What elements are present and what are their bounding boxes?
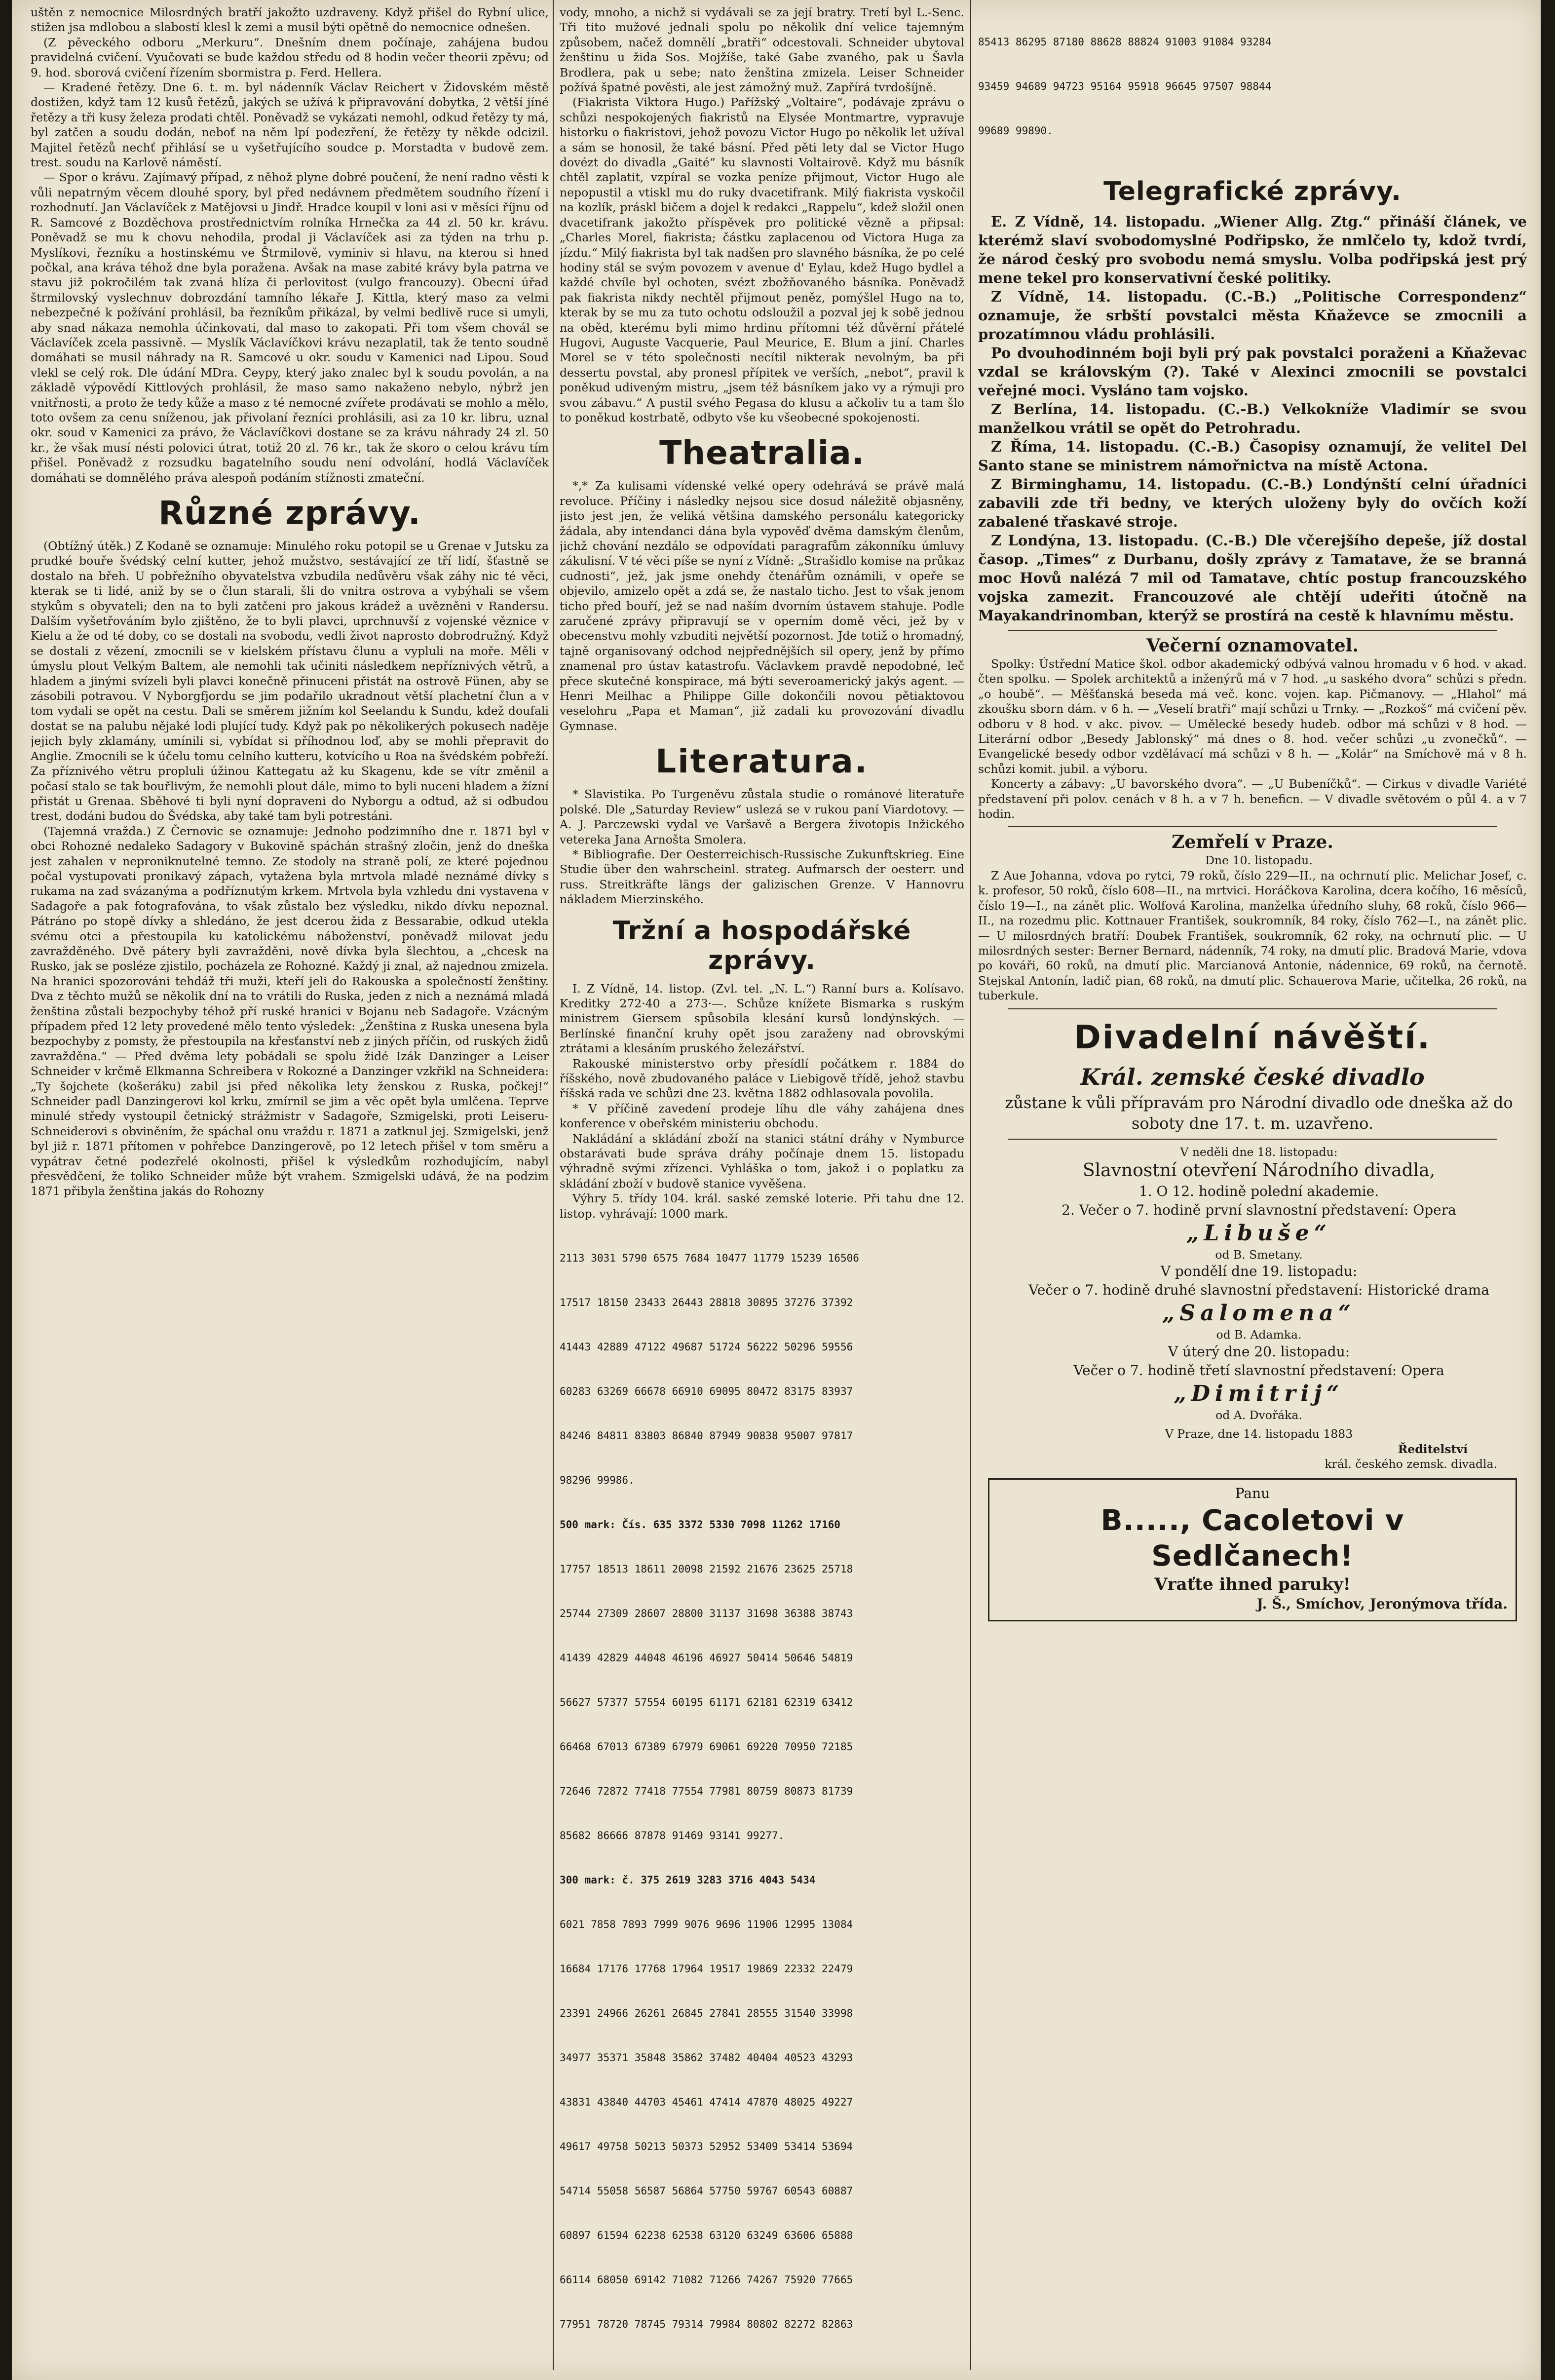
article-paragraph: Po dvouhodinném boji byli prý pak povstalci poraženi a Kňaževac vzdal se královským (?). Také v Alexinci zmocnili se povstalci veřejné moci. Vysláno tam vojsko.: [978, 345, 1527, 399]
lottery-row: 84246 84811 83803 86840 87949 90838 95007 97817: [560, 1430, 853, 1442]
article-paragraph: Spolky: Ústřední Matice škol. odbor akademický odbývá valnou hromadu v 6 hod. v akad. čten spolku. — Spolek architektů a inženýrů má v 7 hod. „u saského dvora“ schůzi s předn. „o houbě“. — Měšťanská beseda má več. konc. vojen. kap. Pičmanovy. — „Hlahol“ má zkoušku sborn dám. v 6 h. — „Veselí bratři“ mají schůzi u Trnky. — „Rozkoš“ má cvičení pěv. odboru v 8 hod. v akc. pivov. — Umělecké besedy hudeb. odbor má schůzi v 8 hod. — Literární odbor „Besedy Jablonský“ má dnes o 8. hod. večer schůzi „u zvonečků“. — Evangelické besedy odbor vzdělávací má schůzi v 8 h. — „Kolár“ na Smíchově má v 8 h. schůzi komit. jubil. a výboru.: [978, 657, 1527, 776]
column-middle: [560, 5, 964, 2370]
section-divider: [1008, 630, 1497, 631]
article-paragraph: (Obtížný útěk.) Z Kodaně se oznamuje: Minulého roku potopil se u Grenae v Jutsku za prudké bouře švédský celní kutter, jehož mužstvo, sestávající ze tří lidí, šťastně se dostalo na břeh. U pobřežního obyvatelstva vzbudila nedůvěru však záhy nic té věci, kterak se ti lidé, aniž by se o člun starali, šli do vnitra ostrova a vybýhali se všem stykům s obyvateli; den na to byli zatčeni pro jakous krádež a uvězněni v Randersu. Dalším vyšetřováním bylo zjištěno, že to byli plavci, uprchnuvší z vojenské věznice v Kielu a že od té doby, co se dostali na svobodu, vedli život naprosto dobrodružný. Když se dostali z vězení, zmocnili se v kielském přístavu člunu a vypluli na moře. Měli v úmyslu plout Velkým Baltem, ale nemohli tak učiniti následkem nepříznivých větrů, a hladem a jinými svízeli byli plavci konečně přinuceni přistát na ostrově Fünen, aby se zásobili potravou. V Nyborgfjordu se jim podařilo ukradnout větší plachetní člun a v tom vydali se opět na cestu. Dali se směrem jižním kol Seelandu k Sundu, kdež doufali dostat se na palubu nějaké lodi plující tudy. Když pak po několikerých pokusech naděje jejich byly zklamány, umínili si, vybídat si příhodnou loď, aby se mohli přepravit do Anglie. Zmocnili se k účelu tomu celního kutteru, kotvícího u Roa na švédském pobřeží. Za příznivého větru propluli úžinou Kattegatu až ku Skagenu, kde se vítr změnil a počasí stalo se tak bouřlivým, že nemohli plout dále, mimo to byli nuceni hladem a žízní přistát u Grenaa. Sběhové ti byli nyní dopraveni do Nyborgu a odtud, až si odbudou trest, dodáni budou do Švédska, aby také tam byli potrestáni.: [31, 539, 549, 823]
lottery-row: 23391 24966 26261 26845 27841 28555 31540 33998: [560, 2007, 853, 2020]
lottery-row: 49617 49758 50213 50373 52952 53409 53414 53694: [560, 2141, 853, 2153]
lottery-row: 2113 3031 5790 6575 7684 10477 11779 15239 16506: [560, 1252, 859, 1265]
program-line: Večer o 7. hodině druhé slavnostní představení: Historické drama: [1028, 1282, 1489, 1299]
section-heading: Theatralia.: [659, 434, 865, 472]
section-divider: [1008, 1139, 1497, 1140]
section-heading: Různé zprávy.: [158, 494, 421, 532]
theater-notice: zůstane k vůli přípravám pro Národní divadlo ode dneška až do soboty dne 17. t. m. uzavřeno.: [1005, 1093, 1513, 1133]
article-paragraph: Z Birminghamu, 14. listopadu. (C.-B.) Londýnští celní úřadníci zabavili zde tři bedny, ve kterých uloženy byly do ovčích koží zabalené třaskavé stroje.: [978, 476, 1527, 530]
article-paragraph: Z Aue Johanna, vdova po rytci, 79 roků, číslo 229—II., na ochrnutí plic. Melichar Josef, c. k. profesor, 50 roků, číslo 608—II., na mrtvici. Horáčkova Karolina, dcera kočího, 16 měsíců, číslo 19—I., na zánět plic. Wolfová Karolina, manželka úředního sluhy, 68 roků, číslo 966—II., na rozedmu plic. Kottnauer František, soukromník, 84 roky, číslo 762—I., na zánět plic. — U milosrdných bratří: Doubek František, soukromník, 62 roky, na ochrnutí plic. — U milosrdných sester: Berner Bernard, nádenník, 74 roky, na dmutí plic. Bradová Marie, vdova po kováři, 60 roků, na dmutí plic. Marcianová Antonie, nádennice, 69 roků, na černotě. Stejskal Antonín, ladič pian, 68 roků, na dmutí plic. Schauerova Marie, učitelka, 26 roků, na tuberkule.: [978, 868, 1527, 1003]
article-paragraph: * Bibliografie. Der Oesterreichisch-Russische Zukunftskrieg. Eine Studie über den wahrscheinl. strateg. Aufmarsch der oesterr. und russ. Streitkräfte längs der galizischen Grenze. V Hannovru nákladem Mierzinského.: [560, 847, 964, 907]
section-heading: Telegrafické zprávy.: [1103, 177, 1402, 206]
article-paragraph: Koncerty a zábavy: „U bavorského dvora“. — „U Bubeníčků“. — Cirkus v divadle Variété představení při polov. cenách v 8 h. a v 7 h. beneficn. — V divadle světovém o půl 4. a v 7 hodin.: [978, 777, 1527, 821]
play-title: „Salomena“: [1162, 1301, 1356, 1326]
article-paragraph: — Kradené řetězy. Dne 6. t. m. byl nádenník Václav Reichert v Židovském městě dostižen, když tam 12 kusů řetězů, jakých se užívá k připravování dobytka, 2 větší jíné řetězy a tři kusy železa prodati chtěl. Poněvadž se vykázati nemohl, odkud řetězy ty má, byl zatčen a soudu dodán, neboť na něm lpí podezření, že řetězy ty někde odcizil. Majitel řetězů nechť přihlásí se u vyšetřujícího soudce p. Morstadta v budově zem. trest. soudu na Karlově náměstí.: [31, 80, 549, 170]
program-line: Večer o 7. hodině třetí slavnostní představení: Opera: [1073, 1362, 1444, 1379]
article-paragraph: Z Říma, 14. listopadu. (C.-B.) Časopisy oznamují, že velitel Del Santo stane se ministrem námořnictva na místě Actona.: [978, 438, 1527, 474]
ad-salutation: Panu: [1235, 1485, 1270, 1502]
program-line: V úterý dne 20. listopadu:: [1168, 1343, 1350, 1360]
lottery-row: 41443 42889 47122 49687 51724 56222 50296 59556: [560, 1341, 853, 1353]
article-paragraph: I. Z Vídně, 14. listop. (Zvl. tel. „N. L.“) Ranní burs a. Kolísavo. Kreditky 272·40 a 273·—. Schůze knížete Bismarka s ruským ministrem Giersem spůsobila klesání kursů londýnských. — Berlínské finanční kruhy opět jsou zaraženy nad obrovskými ztrátami a klesáním pruského železářství.: [560, 981, 964, 1056]
section-heading: Zemřelí v Praze.: [1172, 832, 1333, 853]
lottery-label: 300 mark: č. 375 2619 3283 3716 4043 5434: [560, 1874, 816, 1886]
theater-name: Král. zemské české divadlo: [1080, 1063, 1425, 1090]
program-line: od A. Dvořáka.: [1215, 1408, 1302, 1422]
article-paragraph: Z Vídně, 14. listopadu. (C.-B.) „Politische Correspondenz“ oznamuje, že srbští povstalci města Kňaževce se zmocnili a prozatímnou vládu prohlásili.: [978, 288, 1527, 343]
lottery-row: 34977 35371 35848 35862 37482 40404 40523 43293: [560, 2052, 853, 2064]
article-paragraph: vody, mnoho, a nichž si vydávali se za její bratry. Tretí byl L.-Senc. Tři tito mužové jednali spolu po několik dní velice tajemným způsobem, načež domnělí „bratři“ odcestovali. Schneider ubytoval ženštinu u žida Sos. Mojžíše, také Gabe zvaného, pak u Šavla Brodlera, pak u sebe; nato ženština zmizela. Leiser Schneider požívá špatné pověsti, ale jest zámožný muž. Zapřírá tvrdošíjně.: [560, 5, 964, 95]
signature-line: král. českého zemsk. divadla.: [1325, 1457, 1497, 1471]
lottery-row: 66114 68050 69142 71082 71266 74267 75920 77665: [560, 2274, 853, 2286]
section-divider: [1008, 1008, 1497, 1009]
column-right: [978, 5, 1527, 2370]
article-paragraph: (Tajemná vražda.) Z Černovic se oznamuje: Jednoho podzimního dne r. 1871 byl v obci Rohozné nedaleko Sadagory v Bukovině spáchán strašný zločin, jenž do dneška jest zahalen v neproniknutelné temno. Ze stodoly na straně polí, ze které pojednou počal vystupovati pronikavý zápach, vytažena byla mrtvola mladé neznámé dívky s rukama na zad svázanýma a podříznutým krkem. Mrtvola byla vzhledu dni vystavena v Sadagoře a pak fotografována, to však zůstalo bez výsledku, nikdo dívku nepoznal. Pátráno po stopě dívky a shledáno, že jest dcerou žida z Bessarabie, odkud utekla svému otci a přestoupila ku katolickému náboženství, poněvadž milovat jedu zavražděného. Dvě pátery byli zavražděni, nově dívka byla šlechtou, a „chcesk na Rusko, jak se posléze zjistilo, pocházela ze Rohozné. Každý ji znal, až najednou zmizela. Na hranici spozorováni tehdáž tři muži, kteří jeli do Rakouska a společností ženštiny. Dva z těchto mužů se několik dní na to vrátili do Ruska, jeden z nich a neznámá mladá ženština zůstali bezpochyby téhož pří ruské hranici v Bojanu neb Sadagoře. Vzácným případem před 12 lety provedené mělo tento výsledek: „Ženština z Ruska unesena byla bezpochyby z pomsty, že přestoupila na křesťanství neb z jiných příčin, od ruských židů zavražděna.“ — Před dvěma lety pobádali se spolu židé Izák Danzinger a Leiser Schneider v krčmě Elkmanna Schreibera v Rokozné a Danzinger vzkřikl na Schneidera: „Ty šojchete (košeráku) zabil jsi před několika lety ženskou z Ruska, počkej!“ Schneider padl Danzingerovi kol krku, zmírnil se jim a věc opět byla umlčena. Teprve minulé středy vystoupil četnický strážmistr v Sadagoře, Szmigelski, proti Leiseru-Schneiderovi s obviněním, že spáchal onu vraždu r. 1871 a zatknul jej. Szmigelski, jenž byl již r. 1871 přítomen v pohřebce Danzingerově, po 12 letech přišel v tom směru a vypátrav četné podezřelé okolnosti, přišel k výsledkům rozhodujícím, nabyl přesvědčení, že toliko Schneider může být vrahem. Szmigelski udává, že na podzim 1871 přibyla ženština jakás do Rohozny: [31, 824, 549, 1198]
program-line: V neděli dne 18. listopadu:: [1180, 1145, 1338, 1159]
lottery-numbers: [978, 5, 1527, 168]
lottery-row: 60283 63269 66678 66910 69095 80472 83175 83937: [560, 1385, 853, 1398]
article-paragraph: Z Berlína, 14. listopadu. (C.-B.) Velkokníže Vladimír se svou manželkou vrátil se opět do Petrohradu.: [978, 401, 1527, 436]
program-line: od B. Adamka.: [1216, 1328, 1302, 1342]
lottery-row: 93459 94689 94723 95164 95918 96645 97507 98844: [978, 80, 1272, 92]
lottery-row: 98296 99986.: [560, 1474, 635, 1487]
lottery-row: 54714 55058 56587 56864 57750 59767 60543 60887: [560, 2185, 853, 2197]
lottery-label: 500 mark: Čís. 635 3372 5330 7098 11262 17160: [560, 1519, 840, 1531]
lottery-row: 77951 78720 78745 79314 79984 80802 82272 82863: [560, 2318, 853, 2331]
lottery-row: 85413 86295 87180 88628 88824 91003 91084 93284: [978, 36, 1272, 48]
article-paragraph: (Fiakrista Viktora Hugo.) Pařížský „Voltaire“, podávaje zprávu o schůzi nespokojených fiakristů na Elysée Montmartre, vypravuje historku o fiakristovi, jehož povozu Victor Hugo po několik let užíval a sám se honosil, že také básní. Před pěti lety dal se Victor Hugo dovézt do divadla „Gaité“ ku slavnosti Voltairově. Když mu básník chtěl zaplatit, vzpíral se vozka peníze přijmout, Victor Hugo ale nepopustil a vtiskl mu do ruky dvacetifrank. Milý fiakrista vyskočil na kozlík, práskl bičem a dojel k redakci „Rappelu“, kdež složil onen dvacetifrank jakožto příspěvek pro politické vězně a připsal: „Charles Morel, fiakrista; částku zaplacenou od Victora Huga za jízdu.“ Milý fiakrista byl tak nadšen pro slavného básníka, že po celé hodiny stál se svým povozem v avenue d' Eylau, kdež Hugo bydlel a každé chvíle byl ochoten, svézt zbožňovaného básníka. Poněvadž pak fiakrista nikdy nechtěl přijmout peněz, pomýšlel Hugo na to, kterak by se mu za tuto ochotu odsloužil a pozval jej k sobě jednou na oběd, kterému byli mimo hrdinu přítomni též důvěrní přátelé Hugovi, Auguste Vacquerie, Paul Meurice, E. Blum a jiní. Charles Morel se v této společnosti necítil nikterak nevolným, ba při dessertu povstal, aby pronesl přípitek ve verších, „nebot“, pravil k poněkud udiveným mistru, „jsem též básníkem jako vy a rýmuji pro svou zábavu.“ A pustil svého Pegasa do klusu a ačkoliv tu a tam šlo to poněkud kostrbatě, odbyto vše ku všeobecné spokojenosti.: [560, 95, 964, 424]
lottery-row: 25744 27309 28607 28800 31137 31698 36388 38743: [560, 1608, 853, 1620]
program-line: V Praze, dne 14. listopadu 1883: [1165, 1427, 1353, 1441]
article-paragraph: * Slavistika. Po Turgeněvu zůstala studie o románové literatuře polské. Dle „Saturday Review“ uslezá se v rukou paní Viardotovy. — A. J. Parczewski vydal ve Varšavě a Bergera životopis Inžického vetereka Jana Arnošta Smolera.: [560, 787, 964, 846]
lottery-row: 99689 99890.: [978, 125, 1053, 137]
article-paragraph: Z Londýna, 13. listopadu. (C.-B.) Dle včerejšího depeše, jíž dostal časop. „Times“ z Durbanu, došly zprávy z Tamatave, že se branná moc Hovů nalézá 7 mil od Tamatave, chtíc postup francouzského vojska zamezit. Francouzové ale chtějí udeřiti útočně na Mayakandrinomban, kterýž se prostírá na cestě k hlavnímu městu.: [978, 532, 1527, 624]
lottery-row: 66468 67013 67389 67979 69061 69220 70950 72185: [560, 1741, 853, 1753]
program-line: V pondělí dne 19. listopadu:: [1160, 1263, 1358, 1280]
lottery-row: 16684 17176 17768 17964 19517 19869 22332 22479: [560, 1963, 853, 1975]
ad-headline: B....., Cacoletovi v Sedlčanech!: [1100, 1503, 1404, 1573]
column-left: [31, 5, 549, 2370]
signature-line: Ředitelství: [1398, 1442, 1468, 1456]
column-divider: [553, 0, 554, 2370]
article-paragraph: Rakouské ministerstvo orby přesídlí počátkem r. 1884 do říšského, nově zbudovaného paláce v Liebigově třídě, jehož stavbu říšská rada ve schůzi dne 23. května 1882 odhlasovala povolila.: [560, 1056, 964, 1101]
program-line: od B. Smetany.: [1215, 1247, 1303, 1262]
lottery-row: 60897 61594 62238 62538 63120 63249 63606 65888: [560, 2229, 853, 2242]
lottery-row: 72646 72872 77418 77554 77981 80759 80873 81739: [560, 1785, 853, 1798]
section-heading: Divadelní návěští.: [1073, 1018, 1432, 1056]
classified-ad: [988, 1478, 1517, 1621]
program-line: Slavnostní otevření Národního divadla,: [1082, 1160, 1436, 1181]
lottery-row: 6021 7858 7893 7999 9076 9696 11906 12995 13084: [560, 1919, 853, 1931]
program-line: 2. Večer o 7. hodině první slavnostní představení: Opera: [1062, 1201, 1456, 1218]
article-paragraph: — Spor o krávu. Zajímavý případ, z něhož plyne dobré poučení, že není radno věsti k vůli nepatrným věcem dlouhé spory, byl před nedávnem předmětem soudního řízení i rozhodnutí. Jan Václavíček z Matějovsi u Jindř. Hradce koupil v loni asi v měsíci říjnu od R. Samcové z Bozděchova prostřednictvím rolníka Hrnečka za 44 zl. 50 kr. krávu. Poněvadž se mu k chovu nehodila, prodal ji Václavíček asi za týden na trhu p. Myslíkovi, řezníku a hostinskému ve Štrmilově, vyminiv si hlavu, na kterou si hned počkal, ana kráva téhož dne byla poražena. Avšak na mase zabité krávy byla patrna ve stavu již pokročilém tak zvaná hlíza či perlovitost (vulgo francouzy). Obecní úřad štrmilovský vyslechnuv dobrozdání tamního lékaře J. Kittla, který maso za velmi nebezpečné k požívání prohlásil, ba řezníkům přikázal, by velmi bedlivě ruce si umyli, aby snad nákaza nemohla účinkovati, dal maso to zakopati. Při tom všem chovál se Václavíček zcela passivně. — Myslík Václavíčkovi krávu nezaplatil, tak že tento soudně domáhati se musil náhrady na R. Samcové u okr. soudu v Kamenici nad Lipou. Soud vlekl se celý rok. Dle údání MDra. Ceypy, který jako znalec byl k soudu povolán, a na základě výpovědí Kittlových prohlásil, že maso samo nakaženo nebylo, nýbrž jen vnitřnosti, a proto že tedy kůže a maso z té nemocné zvířete prodávati se mohlo a mělo, toto ovšem za cenu sníženou, jak přivolaní řezníci prohlásili, asi za 10 kr. libru, uznal okr. soud v Kamenici za právo, že Václavíčkovi dostane se za krávu náhrady 24 zl. 50 kr., že však musí nésti polovici útrat, totiž 20 zl. 76 kr., tak že skoro o celou krávu tím přišel. Poněvadž z rozsudku bagatelního soudu není odvolání, hodlá Václavíček domáhati se domnělého práva alespoň podáním stížnosti zmateční.: [31, 170, 549, 485]
lottery-row: 17517 18150 23433 26443 28818 30895 37276 37392: [560, 1297, 853, 1309]
newspaper-page: [12, 0, 1541, 2380]
column-divider: [970, 0, 971, 2370]
section-heading: Literatura.: [655, 742, 869, 781]
article-paragraph: uštěn z nemocnice Milosrdných bratří jakožto uzdraveny. Když přišel do Rybní ulice, stižen jsa mdlobou a slabostí klesl k zemi a musil býti opětně do nemocnice odnešen.: [31, 5, 549, 35]
play-title: „Dimitrij“: [1174, 1381, 1344, 1406]
lottery-row: 56627 57377 57554 60195 61171 62181 62319 63412: [560, 1696, 853, 1709]
section-divider: [1008, 826, 1497, 827]
lottery-row: 43831 43840 44703 45461 47414 47870 48025 49227: [560, 2096, 853, 2109]
date-line: Dne 10. listopadu.: [1205, 853, 1313, 868]
article-paragraph: E. Z Vídně, 14. listopadu. „Wiener Allg. Ztg.“ přináší článek, ve kterémž slaví svobodomyslné Podřipsko, že nmlčelo ty, kdož tvrdí, že národ český pro svobodu nemá smyslu. Volba podřipská jest prý mene tekel pro konservativní české politiky.: [978, 213, 1527, 286]
play-title: „Libuše“: [1186, 1220, 1331, 1246]
lottery-row: 17757 18513 18611 20098 21592 21676 23625 25718: [560, 1563, 853, 1575]
lottery-row: 41439 42829 44048 46196 46927 50414 50646 54819: [560, 1652, 853, 1664]
section-heading: Tržní a hospodářské zprávy.: [612, 916, 911, 975]
lottery-numbers: [560, 1221, 964, 2361]
article-paragraph: * V příčině zavedení prodeje líhu dle váhy zahájena dnes konference v obeřském ministeriu obchodu.: [560, 1101, 964, 1131]
article-paragraph: (Z pěveckého odboru „Merkuru“. Dnešním dnem počínaje, zahájena budou pravidelná cvičení. Vyučovati se bude každou středu od 8 hodin večer theorii zpěvu; od 9. hod. sborová cvičení řízením sbormistra p. Ferd. Hellera.: [31, 35, 549, 79]
lottery-row: 85682 86666 87878 91469 93141 99277.: [560, 1830, 785, 1842]
article-paragraph: *,* Za kulisami vídenské velké opery odehrává se právě malá revoluce. Příčiny i následky nejsou sice dosud náležitě objasněny, jisto jest jen, že veliká většina damského personálu kategoricky žádala, aby intendanci dána byla vypověď dvěma damským členům, jichž chování nezdálo se odpovídati paragrafům zákonníku úmluvy zákulisní. V té věci píše se nyní z Vídně: „Strašidlo komise na průkaz cudnosti“, jež, jak jsme onehdy čtenářům oznámili, v opeře se objevilo, amizelo opět a zdá se, že nastalo ticho. Jest to však jenom ticho před bouří, jež se nad naším dvorním ústavem stahuje. Podle zaručené zprávy připravují se v operním domě věci, jež by v obecenstvu mohly vzbuditi největší pozornost. Jde totiž o hromadný, tajně organisovaný odchod nejpřednějších sil opery, jenž by přímo znamenal pro ústav katastrofu. Václavkem pravdě nepodobné, leč přece skutečné konspirace, má býti severoamerický jakýs agent. — Henri Meilhac a Philippe Gille dokončili novou pětiaktovou veselohru „Papa et Maman“, již zadali ku provozování divadlu Gymnase.: [560, 479, 964, 733]
article-paragraph: Nakládání a skládání zboží na stanici státní dráhy v Nymburce obstarávati bude správa dráhy počínaje dnem 15. listopadu výhradně svými zřízenci. Vyhláška o tom, jakož i o poplatku za skládání zboží v budově stanice vyvěšena.: [560, 1131, 964, 1190]
ad-signature: J. Š., Smíchov, Jeronýmova třída.: [1256, 1596, 1508, 1612]
ad-message: Vraťte ihned paruky!: [1154, 1574, 1351, 1595]
program-line: 1. O 12. hodině polední akademie.: [1138, 1183, 1379, 1199]
section-heading: Večerní oznamovatel.: [1146, 635, 1359, 656]
article-paragraph: Výhry 5. třídy 104. král. saské zemské loterie. Při tahu dne 12. listop. vyhrávají: 1000 mark.: [560, 1191, 964, 1221]
